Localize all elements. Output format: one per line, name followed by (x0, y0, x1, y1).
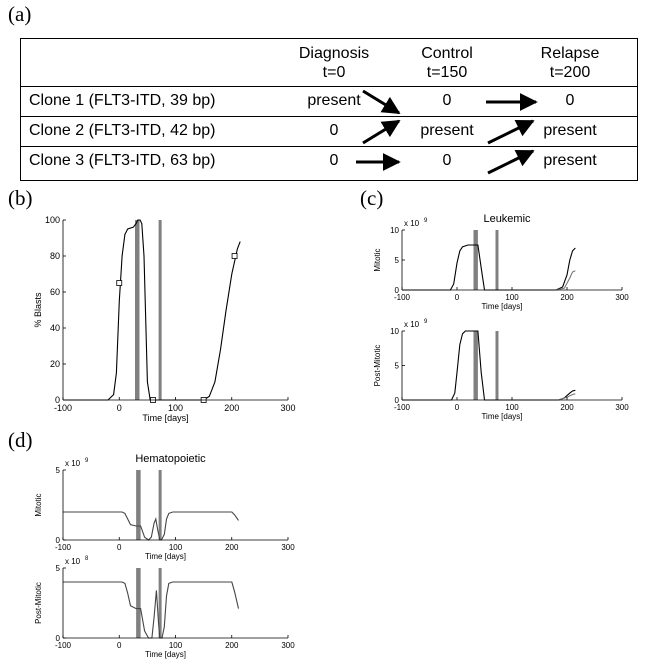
cell-relapse: present (543, 122, 597, 139)
y-axis-label: % Blasts (33, 292, 43, 328)
y-tick-label: 80 (49, 251, 60, 261)
panel-label-d: (d) (8, 428, 33, 452)
x-tick-label: -100 (54, 543, 72, 552)
therapy-bar-1 (135, 220, 140, 400)
exponent-power: 9 (424, 319, 428, 325)
x-tick-label: 300 (281, 641, 295, 650)
header-diagnosis-title: Diagnosis (298, 45, 370, 62)
cell-diagnosis: 0 (329, 122, 339, 139)
x-axis-label: Time [days] (144, 650, 187, 659)
cell-relapse: 0 (565, 92, 575, 109)
exponent-label: x 10 (404, 219, 420, 228)
x-tick-label: -100 (53, 403, 73, 413)
series-line-1 (402, 245, 575, 290)
y-tick-label: 0 (55, 634, 60, 643)
chart-title: Leukemic (483, 213, 531, 225)
x-tick-label: -100 (54, 641, 72, 650)
y-axis-label: Post-Mitotic (373, 344, 382, 387)
x-tick-label: 0 (454, 403, 460, 412)
y-tick-label: 0 (55, 536, 60, 545)
x-tick-label: 300 (281, 543, 295, 552)
y-tick-label: 5 (394, 361, 399, 371)
cell-control: 0 (442, 152, 452, 169)
header-control-title: Control (421, 45, 473, 62)
header-relapse-time: t=200 (549, 64, 591, 81)
panel-label-c: (c) (360, 186, 384, 210)
x-tick-label: 0 (116, 403, 122, 413)
cell-relapse: present (543, 152, 597, 169)
x-axis-label: Time [days] (144, 552, 187, 561)
cell-diagnosis: present (307, 92, 361, 109)
series-line-1 (402, 331, 575, 400)
header-relapse-title: Relapse (540, 45, 600, 62)
y-axis-label: Mitotic (373, 248, 382, 272)
y-tick-label: 5 (55, 564, 60, 573)
x-tick-label: 100 (505, 293, 519, 302)
y-axis-label: Post-Mitotic (34, 582, 43, 624)
series-line-1 (63, 220, 240, 400)
therapy-bar-1 (136, 568, 141, 638)
x-tick-label: 100 (168, 543, 183, 552)
y-axis-label: Mitotic (34, 493, 43, 517)
x-tick-label: 200 (225, 543, 239, 552)
y-tick-label: 60 (49, 287, 60, 297)
row-label: Clone 3 (FLT3-ITD, 63 bp) (29, 152, 216, 169)
x-tick-label: 300 (615, 293, 629, 302)
therapy-bar-2 (496, 331, 499, 400)
y-tick-label: 10 (390, 226, 399, 235)
exponent-label: x 10 (65, 459, 81, 468)
x-tick-label: -100 (393, 403, 411, 412)
y-tick-label: 20 (49, 359, 60, 369)
exponent-power: 9 (424, 218, 428, 224)
exponent-power: 9 (85, 458, 89, 464)
cell-control: 0 (442, 92, 452, 109)
x-tick-label: 200 (224, 403, 240, 413)
therapy-bar-2 (159, 470, 162, 540)
series-line-1 (63, 582, 239, 638)
x-axis-label: Time [days] (142, 413, 189, 423)
x-tick-label: -100 (393, 293, 411, 302)
series-line-2 (556, 271, 575, 290)
x-tick-label: 200 (560, 293, 574, 302)
y-tick-label: 0 (394, 286, 399, 295)
header-diagnosis-time: t=0 (322, 64, 346, 81)
x-tick-label: 0 (117, 543, 122, 552)
exponent-power: 8 (85, 556, 89, 562)
row-label: Clone 2 (FLT3-ITD, 42 bp) (29, 122, 216, 139)
therapy-bar-1 (474, 331, 478, 400)
panel-label-b: (b) (8, 186, 33, 210)
cell-diagnosis: 0 (329, 152, 339, 169)
series-line-1 (63, 512, 239, 540)
row-label: Clone 1 (FLT3-ITD, 39 bp) (29, 92, 216, 109)
therapy-bar-1 (474, 230, 478, 290)
x-tick-label: 0 (454, 293, 460, 302)
y-tick-label: 5 (394, 256, 399, 265)
x-tick-label: 300 (280, 403, 296, 413)
cell-control: present (420, 122, 474, 139)
x-tick-label: 200 (560, 403, 574, 412)
x-tick-label: 200 (225, 641, 239, 650)
exponent-label: x 10 (404, 320, 420, 329)
therapy-bar-1 (136, 470, 141, 540)
x-tick-label: 100 (167, 403, 184, 413)
x-tick-label: 300 (615, 403, 629, 412)
data-marker (232, 254, 237, 259)
header-control-time: t=150 (426, 64, 468, 81)
panel-label-a: (a) (8, 2, 32, 26)
y-tick-label: 40 (49, 323, 60, 333)
y-tick-label: 0 (54, 395, 60, 405)
y-tick-label: 0 (394, 396, 399, 405)
chart-title: Hematopoietic (135, 453, 206, 465)
x-axis-label: Time [days] (481, 302, 523, 311)
therapy-bar-2 (159, 220, 162, 400)
y-tick-label: 5 (55, 466, 60, 475)
y-tick-label: 10 (390, 327, 399, 336)
x-tick-label: 0 (117, 641, 122, 650)
data-marker (117, 281, 122, 286)
therapy-bar-2 (496, 230, 499, 290)
x-tick-label: 100 (168, 641, 183, 650)
x-tick-label: 100 (505, 403, 519, 412)
x-axis-label: Time [days] (481, 412, 523, 421)
y-tick-label: 100 (44, 215, 60, 225)
exponent-label: x 10 (65, 557, 81, 566)
